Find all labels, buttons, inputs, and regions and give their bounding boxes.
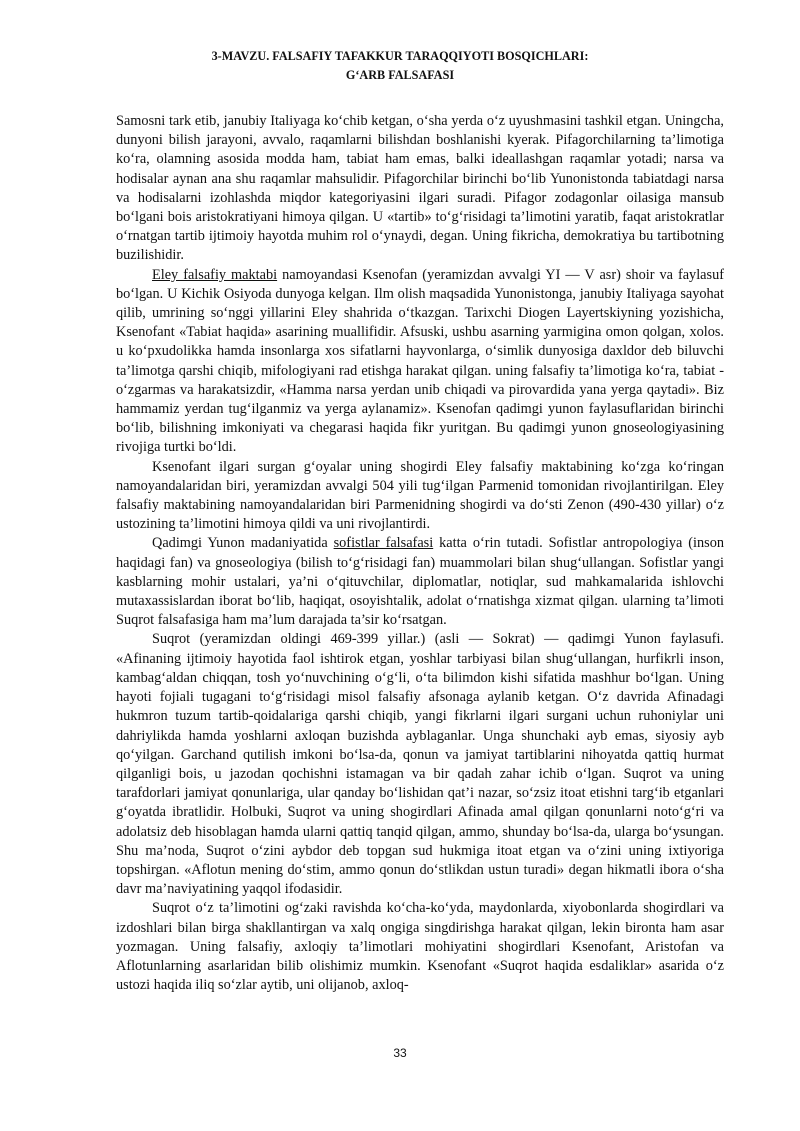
paragraph-5: Suqrot (yeramizdan oldingi 469-399 yillar.) (asli — Sokrat) — qadimgi Yunon faylasufi. «Afinaning ijtimoiy hayotida faol ishtirok etgan, yoshlar tarbiyasi bilan shug‘ullangan, hurfikrli inson, kambag‘aldan chiqqan, tosh yo‘nuvchining o‘g‘li, o‘ta bilimdon kishi sifatida mashhur bo‘lgan. Uning hayoti fojiali tugagani to‘g‘risidagi misol falsafiy afsonaga aylanib ketgan. O‘z davrida Afinadagi hukmron tuzum tartib-qoidalariga qarshi chiqib, yangi fikrlarni ilgari surgani uchun ruhoniylar uni dahriylikda hamda yoshlarni axloqan buzishda ayblaganlar. Unga shunchaki ayb emas, siyosiy ayb qo‘yilgan. Garchand qutilish imkoni bo‘lsa-da, qonun va jamiyat tartiblarini nihoyatda qattiq hurmat qilganligi bois, u jazodan qochishni istamagan va bir qadah zahar ichib o‘lgan. Suqrot va uning tarafdorlari jamiyat qonunlariga, ular qanday bo‘lishidan qat’i nazar, so‘zsiz itoat etishni targ‘ib etganlari g‘oyatda ibratlidir. Holbuki, Suqrot va uning shogirdlari Afinada amal qilgan qonunlarni noto‘g‘ri va adolatsiz deb hisoblagan hamda ularni qattiq tanqid qilgan, ammo, shunday bo‘lsa-da, ularga bo‘ysungan. Shu ma’noda, Suqrot o‘zini aybdor deb topgan sud hukmiga itoat etgan va o‘zini uning ixtiyoriga topshirgan. «Aflotun mening do‘stim, ammo qonun do‘stlikdan ustun turadi» degan hikmatli ibora o‘sha davr ma’naviyatining yaqqol ifodasidir. [116, 631, 724, 898]
paragraph-2 [116, 266, 724, 458]
paragraph-2-text: namoyandasi Ksenofan (yeramizdan avvalgi YI — V asr) shoir va faylasuf bo‘lgan. U Kichik Osiyoda dunyoga kelgan. Ilm olish maqsadida Yunonistonga, janubiy Italiyaga sayohat qilib, umrining so‘nggi yillarini Eley shahrida o‘tkazgan. Tarixchi Diogen Layertskiyning yozishicha, Ksenofant «Tabiat haqida» asarining muallifidir. Afsuski, ushbu asarning yarmigina omon qolgan, xolos. u ko‘pxudolikka hamda insonlarga xos sifatlarni hayvonlarga, o‘simlik dunyosiga daxldor deb biluvchi ta’limotga qarshi chiqib, mifologiyani rad etishga harakat qilgan. uning falsafiy ta’limotiga ko‘ra, tabiat - o‘zgarmas va harakatsizdir, «Hamma narsa yerdan unib chiqadi va pirovardida yana yerga qaytadi». Biz hammamiz yerdan tug‘ilganmiz va yerga aylanamiz». Ksenofan qadimgi yunon faylasuflaridan birinchi bo‘lib, bilishning imkoniyati va chegarasi haqida fikr yuritgan. Bu qadimgi yunon gnoseologiyasining rivojiga turtki bo‘ldi. [116, 266, 724, 456]
chapter-header [0, 47, 800, 84]
paragraph-1: Samosni tark etib, janubiy Italiyaga ko‘chib ketgan, o‘sha yerda o‘z uyushmasini tashkil etgan. Uningcha, dunyoni bilish jarayoni, avvalo, raqamlarni bilishdan boshlanishi kyerak. Pifagorchilarning ta’limotiga ko‘ra, olamning asosida modda ham, tabiat ham emas, balki ideallashgan raqamlar yotadi; narsa va hodisalar aynan ana shu raqamlar mahsulidir. Pifagorchilar birinchi bo‘lib Yunonistonda tabiatdagi narsa va hodisalarni izohlashda miqdor kategoriyasini ilgari suradi. Pifagor zodagonlar oilasiga mansub bo‘lgani bois aristokratiyani himoya qilgan. U «tartib» to‘g‘risidagi ta’limotini yaratib, faqat aristokratlar o‘rnatgan tartib ijtimoiy hayotda muhim rol o‘ynaydi, degan. Uning fikricha, demokratiya bu tartibotning buzilishidir. [116, 113, 724, 264]
paragraph-4-lead: Qadimgi Yunon madaniyatida [152, 535, 334, 552]
underlined-term-sophists: sofistlar falsafasi [333, 535, 434, 552]
underlined-term-eley-school: Eley falsafiy maktabi [152, 266, 278, 283]
chapter-title-line-2: G‘ARB FALSAFASI [345, 67, 455, 82]
paragraph-3: Ksenofant ilgari surgan g‘oyalar uning shogirdi Eley falsafiy maktabining ko‘zga ko‘ringan namoyandalaridan biri, yeramizdan avvalgi 504 yili tug‘ilgan Parmenid tomonidan rivojlantirilgan. Eley falsafiy maktabining namoyandalaridan biri Parmenidning shogirdi va do‘sti Zenon (490-430 yillar) o‘z ustozining ta’limotini himoya qildi va uni rivojlantirdi. [116, 458, 724, 533]
page-number: 33 [393, 1046, 407, 1060]
body-text [116, 112, 724, 995]
paragraph-4 [116, 534, 724, 630]
paragraph-4-text: katta o‘rin tutadi. Sofistlar antropologiya (inson haqidagi fan) va gnoseologiya (bilish to‘g‘risidagi fan) muammolari bilan shug‘ullangan. Sofistlar yangi kasblarning mohir ustalari, ya’ni o‘qituvchilar, diplomatlar, notiqlar, sud mahkamalarida ishlovchi mutaxassislardan iborat bo‘lib, haqiqat, osoyishtalik, adolat o‘rnatishga xizmat qilgan. ularning ta’limoti Suqrot falsafasiga ham ma’lum darajada ta’sir ko‘rsatgan. [116, 535, 724, 629]
paragraph-6: Suqrot o‘z ta’limotini og‘zaki ravishda ko‘cha-ko‘yda, maydonlarda, xiyobonlarda shogirdlari va izdoshlari bilan birga shakllantirgan va xalq ongiga singdirishga harakat qilgan, lekin bironta ham asar yozmagan. Uning falsafiy, axloqiy ta’limotlari mohiyatini shogirdlari Ksenofant, Aristofan va Aflotunlarning asarlaridan bilib olishimiz mumkin. Ksenofant «Suqrot haqida esdaliklar» asarida o‘z ustozi haqida iliq so‘zlar aytib, uni olijanob, axloq- [116, 900, 724, 994]
chapter-title-line-1: 3-MAVZU. FALSAFIY TAFAKKUR TARAQQIYOTI BOSQICHLARI: [211, 49, 589, 63]
